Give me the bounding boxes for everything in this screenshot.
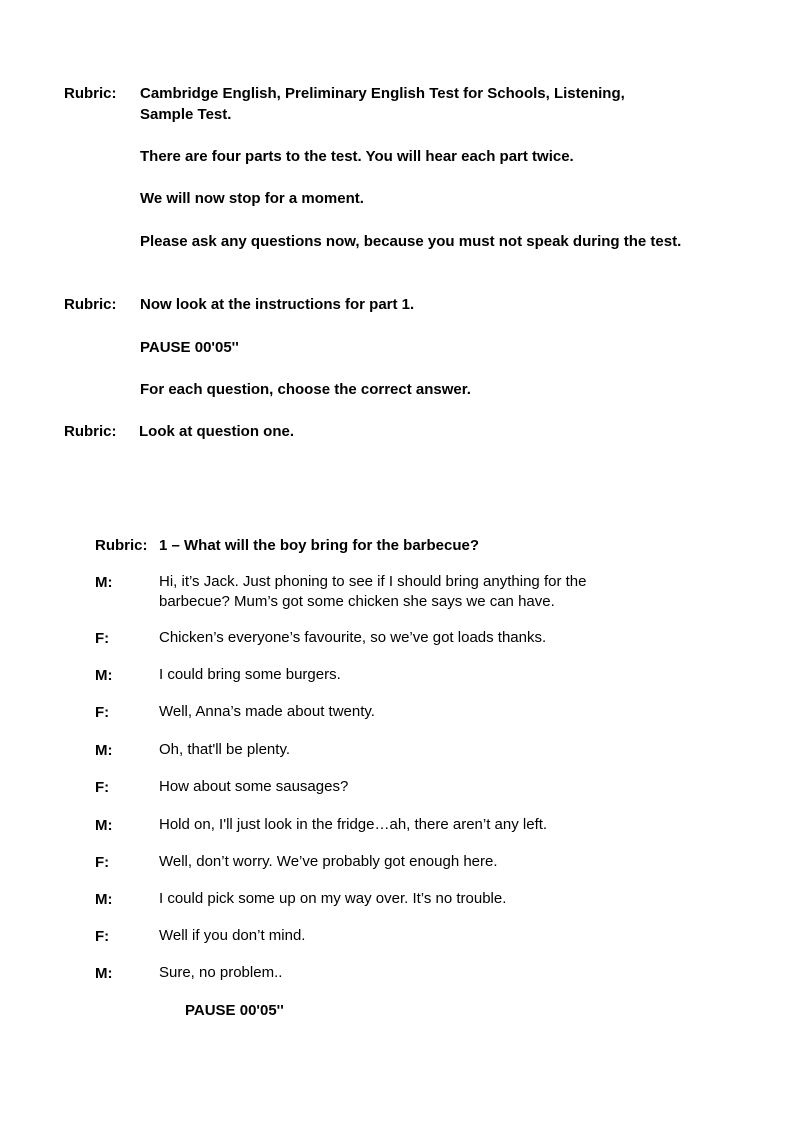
speaker-label: F:: [95, 928, 110, 945]
dialogue-line: I could pick some up on my way over. It’s no trouble.: [159, 890, 507, 907]
speaker-label: M:: [95, 667, 113, 684]
speaker-label: M:: [95, 965, 113, 982]
dialogue-line: Hold on, I'll just look in the fridge…ah, there aren’t any left.: [159, 816, 548, 833]
intro-line-2: Sample Test.: [140, 106, 232, 123]
dialogue-line: How about some sausages?: [159, 778, 349, 795]
speaker-label: M:: [95, 574, 113, 591]
speaker-label: F:: [95, 704, 110, 721]
speaker-label: M:: [95, 742, 113, 759]
intro-line-1: Cambridge English, Preliminary English Test for Schools, Listening,: [140, 85, 625, 102]
pause-label: PAUSE 00'05'': [140, 339, 239, 356]
speaker-label: F:: [95, 779, 110, 796]
choose-line: For each question, choose the correct answer.: [140, 381, 471, 398]
rubric-label: Rubric:: [64, 85, 117, 102]
dialogue-line: Sure, no problem..: [159, 964, 283, 981]
dialogue-line: Oh, that'll be plenty.: [159, 741, 290, 758]
dialogue-line: Well, don’t worry. We’ve probably got enough here.: [159, 853, 498, 870]
pause-label: PAUSE 00'05'': [185, 1002, 284, 1019]
dialogue-line: Well, Anna’s made about twenty.: [159, 703, 375, 720]
dialogue-line: Well if you don’t mind.: [159, 927, 306, 944]
speaker-label: F:: [95, 630, 110, 647]
speaker-label: M:: [95, 891, 113, 908]
dialogue-line: barbecue? Mum’s got some chicken she says we can have.: [159, 593, 555, 610]
rubric-label: Rubric:: [95, 537, 148, 554]
parts-line: There are four parts to the test. You will hear each part twice.: [140, 148, 574, 165]
rubric-label: Rubric:: [64, 296, 117, 313]
rubric-label: Rubric:: [64, 423, 117, 440]
speaker-label: F:: [95, 854, 110, 871]
dialogue-line: I could bring some burgers.: [159, 666, 341, 683]
dialogue-line: Hi, it’s Jack. Just phoning to see if I should bring anything for the: [159, 573, 587, 590]
dialogue-line: Chicken’s everyone’s favourite, so we’ve got loads thanks.: [159, 629, 547, 646]
look-line: Look at question one.: [139, 423, 295, 440]
instructions-line: Now look at the instructions for part 1.: [140, 296, 415, 313]
questions-line: Please ask any questions now, because you must not speak during the test.: [140, 233, 682, 250]
stop-line: We will now stop for a moment.: [140, 190, 364, 207]
question-title: 1 – What will the boy bring for the barbecue?: [159, 537, 480, 554]
speaker-label: M:: [95, 817, 113, 834]
